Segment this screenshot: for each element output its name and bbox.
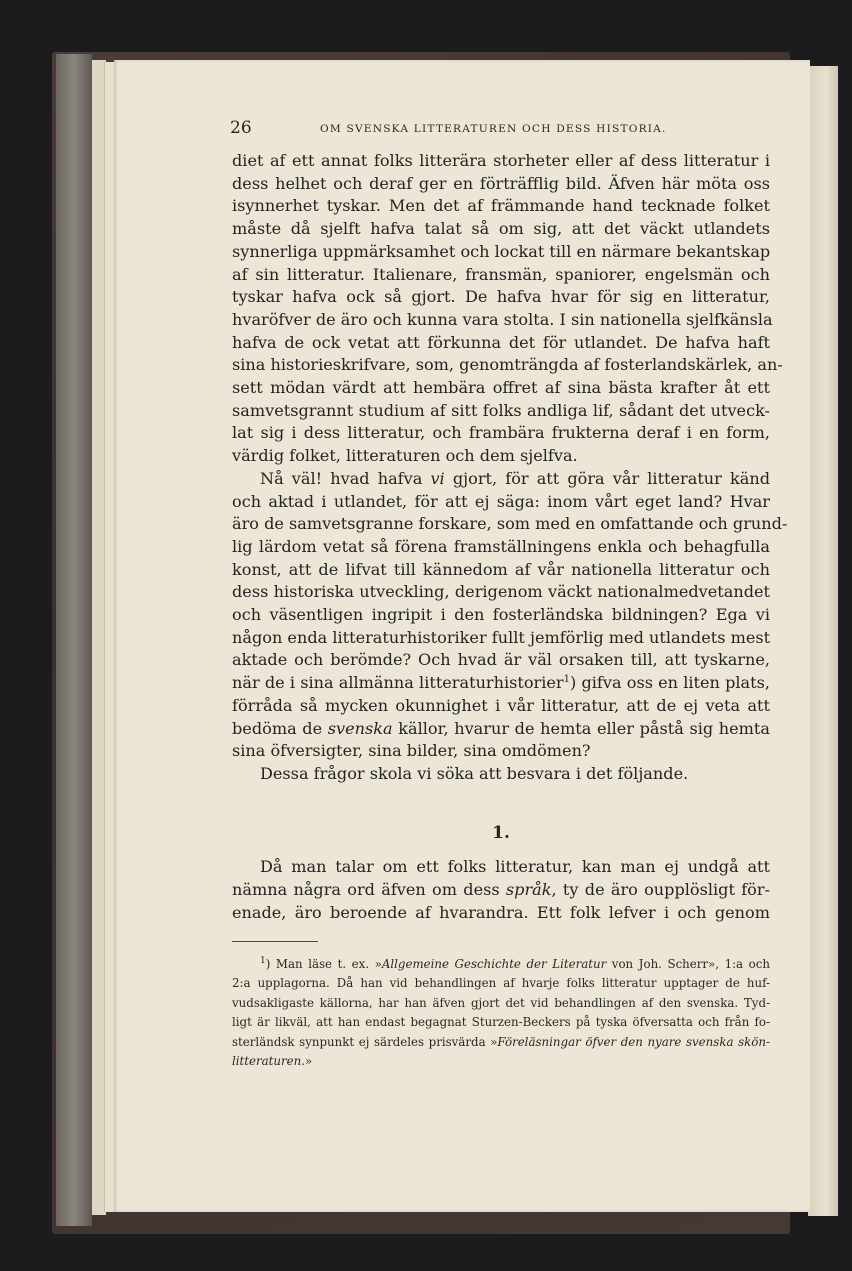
text-line: värdig folket, litteraturen och dem sjelfva. [232, 446, 578, 466]
text-line: konst, att de lifvat till kännedom af vår nationella litteratur och [232, 559, 770, 579]
footnote-line: ligt är likväl, att han endast begagnat Sturzen-Beckers på tyska öfversatta och från fo- [232, 1015, 770, 1030]
emphasis: Allgemeine Geschichte der Literatur [381, 957, 607, 971]
text-line: Nå väl! hvad hafva vi gjort, för att göra vår litteratur känd [260, 468, 770, 488]
text-line: förråda så mycken okunnighet i vår litteratur, att de ej veta att [232, 695, 770, 715]
emphasis: Föreläsningar öfver den nyare svenska skön- [497, 1034, 770, 1049]
text-line: och aktad i utlandet, för att ej säga: inom vårt eget land? Hvar [232, 491, 770, 511]
emphasis: litteraturen [232, 1054, 302, 1069]
paragraph-2 [232, 468, 788, 763]
text-line: nämna några ord äfven om dess språk, ty de äro oupplösligt för- [232, 880, 770, 900]
text-line: tyskar hafva ock så gjort. De hafva hvar för sig en litteratur, [232, 287, 770, 307]
running-head: OM SVENSKA LITTERATUREN OCH DESS HISTORIA. [320, 123, 667, 135]
paragraph-1 [232, 150, 783, 468]
footnote-line: $^1$) Man läse t. ex. »Allgemeine Geschichte der Literatur von Joh. Scherr», 1:a och [260, 956, 770, 971]
text-line: hafva de ock vetat att förkunna det för utlandet. De hafva haft [232, 332, 770, 352]
text-line: någon enda litteraturhistoriker fullt jemförlig med utlandets mest [232, 627, 771, 647]
footnote-line: litteraturen.» [232, 1054, 313, 1069]
text-line: Då man talar om ett folks litteratur, kan man ej undgå att [260, 857, 770, 877]
facing-page-edge [808, 66, 838, 1216]
footnote-line: 2:a upplagorna. Då han vid behandlingen af hvarje folks litteratur upptager de huf- [232, 976, 770, 991]
paragraph-3 [232, 763, 770, 786]
text-line: af sin litteratur. Italienare, fransmän, spaniorer, engelsmän och [232, 264, 770, 284]
text-line: sett mödan värdt att hembära offret af sina bästa krafter åt ett [232, 378, 770, 398]
footnote-divider [232, 941, 318, 942]
emphasis: språk [505, 880, 552, 900]
text-line: synnerliga uppmärksamhet och lockat till en närmare bekantskap [232, 241, 771, 261]
page-number: 26 [230, 118, 252, 138]
emphasis: svenska [327, 718, 393, 738]
text-line: lat sig i dess litteratur, och frambära frukterna deraf i en form, [232, 423, 770, 443]
book-spine-edge [56, 54, 92, 1226]
text-line: isynnerhet tyskar. Men det af främmande hand tecknade folket [232, 196, 770, 216]
text-line: aktade och berömde? Och hvad är väl orsaken till, att tyskarne, [232, 650, 770, 670]
body-text [232, 150, 788, 925]
section-heading: 1. [492, 822, 510, 843]
text-line: hvaröfver de äro och kunna vara stolta. I sin nationella sjelfkänsla [232, 309, 773, 329]
text-line: bedöma de svenska källor, hvarur de hemta eller påstå sig hemta [232, 718, 770, 738]
page-header [230, 118, 770, 144]
text-line: och väsentligen ingripit i den fosterländska bildningen? Ega vi [232, 605, 770, 625]
paragraph-4 [232, 856, 770, 924]
footnote-mark: 1 [260, 956, 266, 966]
text-line: dess historiska utveckling, derigenom väckt nationalmedvetandet [232, 582, 770, 602]
text-line: sina historieskrifvare, som, genomträngda af fosterlandskärlek, an- [232, 355, 783, 375]
text-line: enade, äro beroende af hvarandra. Ett folk lefver i och genom [232, 902, 770, 922]
emphasis: vi [430, 468, 445, 488]
text-line: när de i sina allmänna litteraturhistorier$^1$) gifva oss en liten plats, [232, 673, 770, 693]
text-line: dess helhet och deraf ger en förträfflig bild. Äfven här möta oss [232, 173, 770, 193]
footnote-line: sterländsk synpunkt ej särdeles prisvärda »Föreläsningar öfver den nyare svenska skön- [232, 1034, 770, 1049]
text-line: äro de samvetsgranne forskare, som med en omfattande och grund- [232, 514, 788, 534]
text-line: måste då sjelft hafva talat så om sig, att det väckt utlandets [232, 219, 770, 239]
footnote-reference: 1 [563, 674, 570, 686]
text-line: diet af ett annat folks litterära storheter eller af dess litteratur i [232, 151, 770, 170]
text-line: lig lärdom vetat så förena framställningens enkla och behagfulla [232, 536, 770, 556]
footnote-line: vudsakligaste källorna, har han äfven gjort det vid behandlingen af den svenska. Tyd- [232, 995, 770, 1010]
text-line: samvetsgrannt studium af sitt folks andliga lif, sådant det utveck- [232, 400, 770, 420]
footnote [232, 952, 770, 1071]
text-line: sina öfversigter, sina bilder, sina omdömen? [232, 741, 591, 761]
text-line: Dessa frågor skola vi söka att besvara i det följande. [260, 763, 689, 783]
